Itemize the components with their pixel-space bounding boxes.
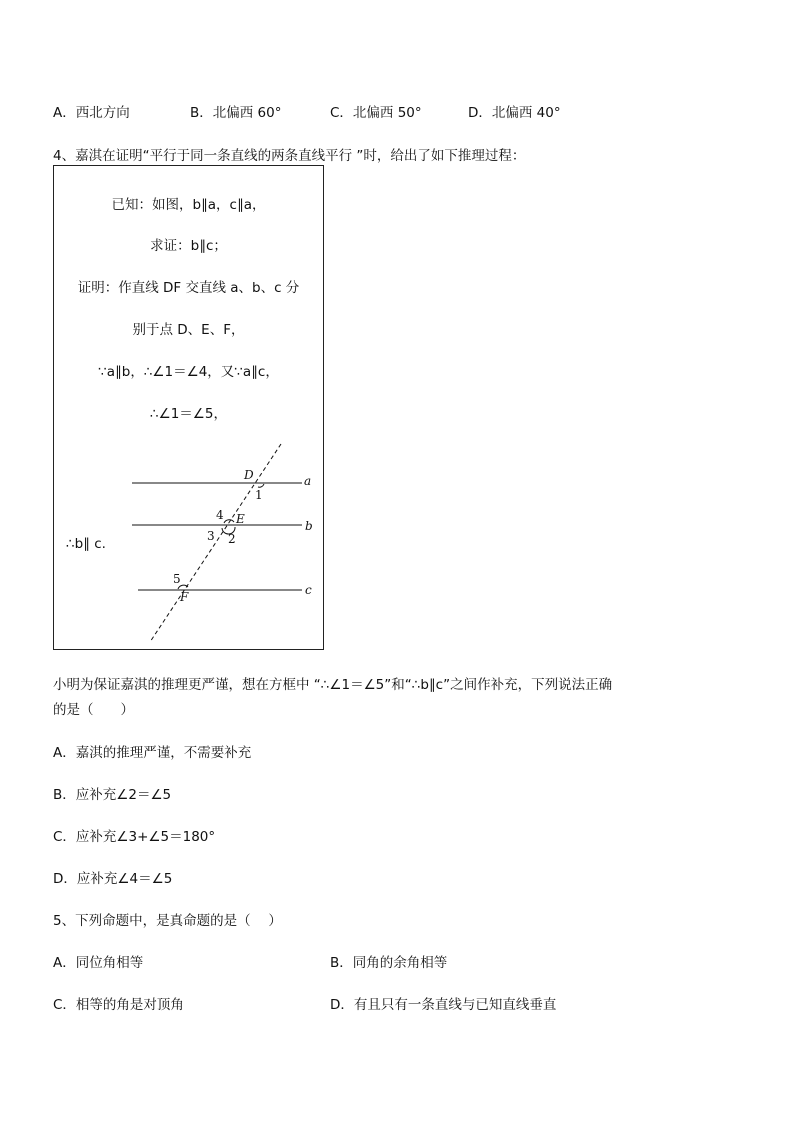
label-angle-5: 5 (173, 572, 181, 586)
q3-option-a: A．西北方向 (53, 105, 130, 121)
q5-option-a: A．同位角相等 (53, 955, 144, 971)
proof-given: 已知：如图，b∥a，c∥a， (111, 197, 266, 213)
transversal-df (150, 444, 281, 642)
proof-step-1: 证明：作直线 DF 交直线 a、b、c 分 (77, 280, 300, 296)
label-angle-3: 3 (207, 529, 215, 543)
proof-conclusion: ∴b∥ c. (66, 536, 106, 552)
parallel-lines-figure (54, 166, 325, 651)
q5-option-b: B．同角的余角相等 (330, 955, 448, 971)
q5-option-c: C．相等的角是对顶角 (53, 997, 184, 1013)
q4-question-line-2: 的是（ ） (53, 702, 134, 718)
q5-option-d: D．有且只有一条直线与已知直线垂直 (330, 997, 557, 1013)
q4-option-a: A．嘉淇的推理严谨，不需要补充 (53, 745, 252, 761)
q3-option-b: B．北偏西 60° (190, 105, 282, 121)
q3-option-d: D．北偏西 40° (468, 105, 561, 121)
label-angle-4: 4 (216, 508, 224, 522)
q4-question-line-1: 小明为保证嘉淇的推理更严谨，想在方框中 “∴∠1＝∠5”和“∴b∥c”之间作补充，下列说法正确 (53, 677, 613, 693)
label-point-f: F (180, 590, 189, 604)
angle-1-arc (258, 484, 264, 487)
label-point-d: D (244, 468, 254, 482)
q4-option-b: B．应补充∠2＝∠5 (53, 787, 172, 803)
q4-option-d: D．应补充∠4＝∠5 (53, 871, 173, 887)
label-point-e: E (236, 512, 245, 526)
q4-option-c: C．应补充∠3+∠5＝180° (53, 829, 216, 845)
q5-stem: 5、下列命题中，是真命题的是（ ） (53, 913, 282, 929)
proof-step-2: 别于点 D、E、F， (132, 322, 245, 338)
proof-box (53, 165, 324, 650)
proof-step-4: ∴∠1＝∠5， (150, 406, 227, 422)
proof-step-3: ∵a∥b，∴∠1＝∠4，又∵a∥c， (98, 364, 279, 380)
proof-prove: 求证：b∥c； (150, 238, 227, 254)
label-line-a: a (304, 474, 312, 488)
label-line-b: b (305, 519, 313, 533)
label-angle-1: 1 (255, 488, 263, 502)
q3-option-c: C．北偏西 50° (330, 105, 422, 121)
label-angle-2: 2 (228, 532, 236, 546)
q4-stem: 4、嘉淇在证明“平行于同一条直线的两条直线平行 ”时，给出了如下推理过程： (53, 148, 526, 164)
label-line-c: c (305, 583, 312, 597)
